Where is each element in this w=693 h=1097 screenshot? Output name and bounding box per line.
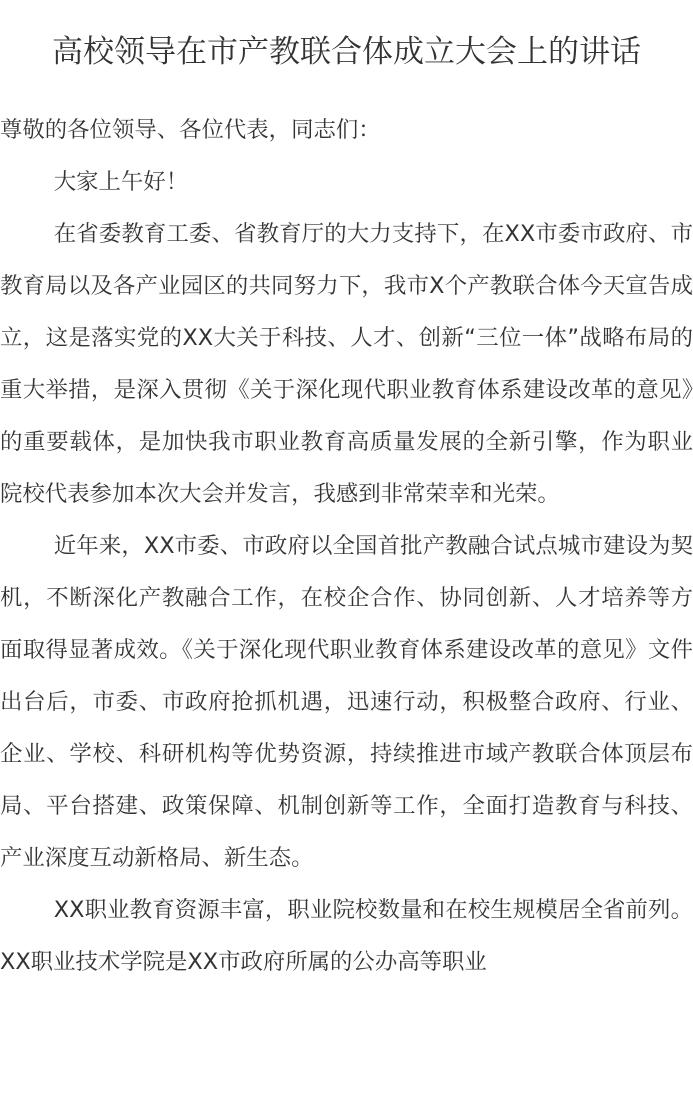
salutation: 尊敬的各位领导、各位代表，同志们： [0, 117, 381, 143]
document-title: 高校领导在市产教联合体成立大会上的讲话 [52, 34, 641, 70]
document-body [0, 104, 693, 988]
greeting: 大家上午好！ [53, 169, 189, 195]
paragraph: 近年来，XX市委、市政府以全国首批产教融合试点城市建设为契机，不断深化产教融合工作，在校企合作、协同创新、人才培养等方面取得显著成效。《关于深化现代职业教育体系建设改革的意见》文件出台后，市委、市政府抢抓机遇，迅速行动，积极整合政府、行业、企业、学校、科研机构等优势资源，持续推进市域产教联合体顶层布局、平台搭建、政策保障、机制创新等工作，全面打造教育与科技、产业深度互动新格局、新生态。 [0, 533, 693, 871]
paragraph: 在省委教育工委、省教育厅的大力支持下，在XX市委市政府、市教育局以及各产业园区的共同努力下，我市X个产教联合体今天宣告成立，这是落实党的XX大关于科技、人才、创新“三位一体”战略布局的重大举措，是深入贯彻《关于深化现代职业教育体系建设改革的意见》的重要载体，是加快我市职业教育高质量发展的全新引擎，作为职业院校代表参加本次大会并发言，我感到非常荣幸和光荣。 [0, 221, 693, 507]
paragraph: XX职业教育资源丰富，职业院校数量和在校生规模居全省前列。XX职业技术学院是XX市政府所属的公办高等职业 [0, 897, 693, 975]
